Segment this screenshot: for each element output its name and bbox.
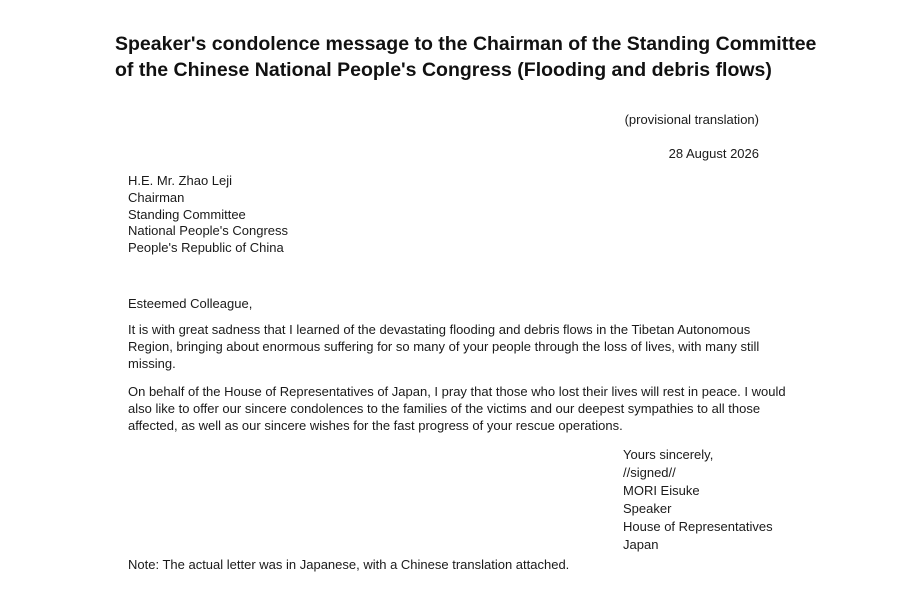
signed-mark: //signed// xyxy=(623,465,676,480)
signer-name: MORI Eisuke xyxy=(623,483,700,498)
page-title xyxy=(115,31,815,83)
title-line: of the Chinese National People's Congress (Flooding and debris flows) xyxy=(115,59,772,81)
signer-country: Japan xyxy=(623,537,659,552)
paragraph-line: missing. xyxy=(128,355,176,371)
paragraph-line: also like to offer our sincere condolences to the families of the victims and our deepest sympathies to all those xyxy=(128,400,761,416)
addressee-line: Chairman xyxy=(128,189,185,205)
closing-line: Yours sincerely, xyxy=(623,447,714,462)
addressee-line: H.E. Mr. Zhao Leji xyxy=(128,173,233,188)
body-paragraph-2 xyxy=(128,384,786,434)
addressee-line: Standing Committee xyxy=(128,206,246,222)
addressee-block xyxy=(128,173,288,257)
paragraph-line: affected, as well as our sincere wishes for the fast progress of your rescue operations. xyxy=(128,417,623,433)
body-paragraph-1 xyxy=(128,322,768,372)
footnote: Note: The actual letter was in Japanese, with a Chinese translation attached. xyxy=(128,557,570,572)
paragraph-line: On behalf of the House of Representatives of Japan, I pray that those who lost their lives will rest in peace. I would xyxy=(128,384,786,399)
addressee-line: People's Republic of China xyxy=(128,240,284,256)
signer-organization: House of Representatives xyxy=(623,519,773,534)
letter-date: 28 August 2026 xyxy=(668,146,759,161)
salutation: Esteemed Colleague, xyxy=(128,296,253,311)
paragraph-line: It is with great sadness that I learned of the devastating flooding and debris flows in the Tibetan Autonomous xyxy=(128,322,751,337)
signature-block xyxy=(623,446,773,554)
title-line: Speaker's condolence message to the Chairman of the Standing Committee xyxy=(115,33,817,55)
signer-title: Speaker xyxy=(623,501,672,516)
addressee-line: National People's Congress xyxy=(128,223,289,239)
provisional-translation-label: (provisional translation) xyxy=(624,112,759,127)
paragraph-line: Region, bringing about enormous suffering for so many of your people through the loss of lives, with many still xyxy=(128,338,760,354)
